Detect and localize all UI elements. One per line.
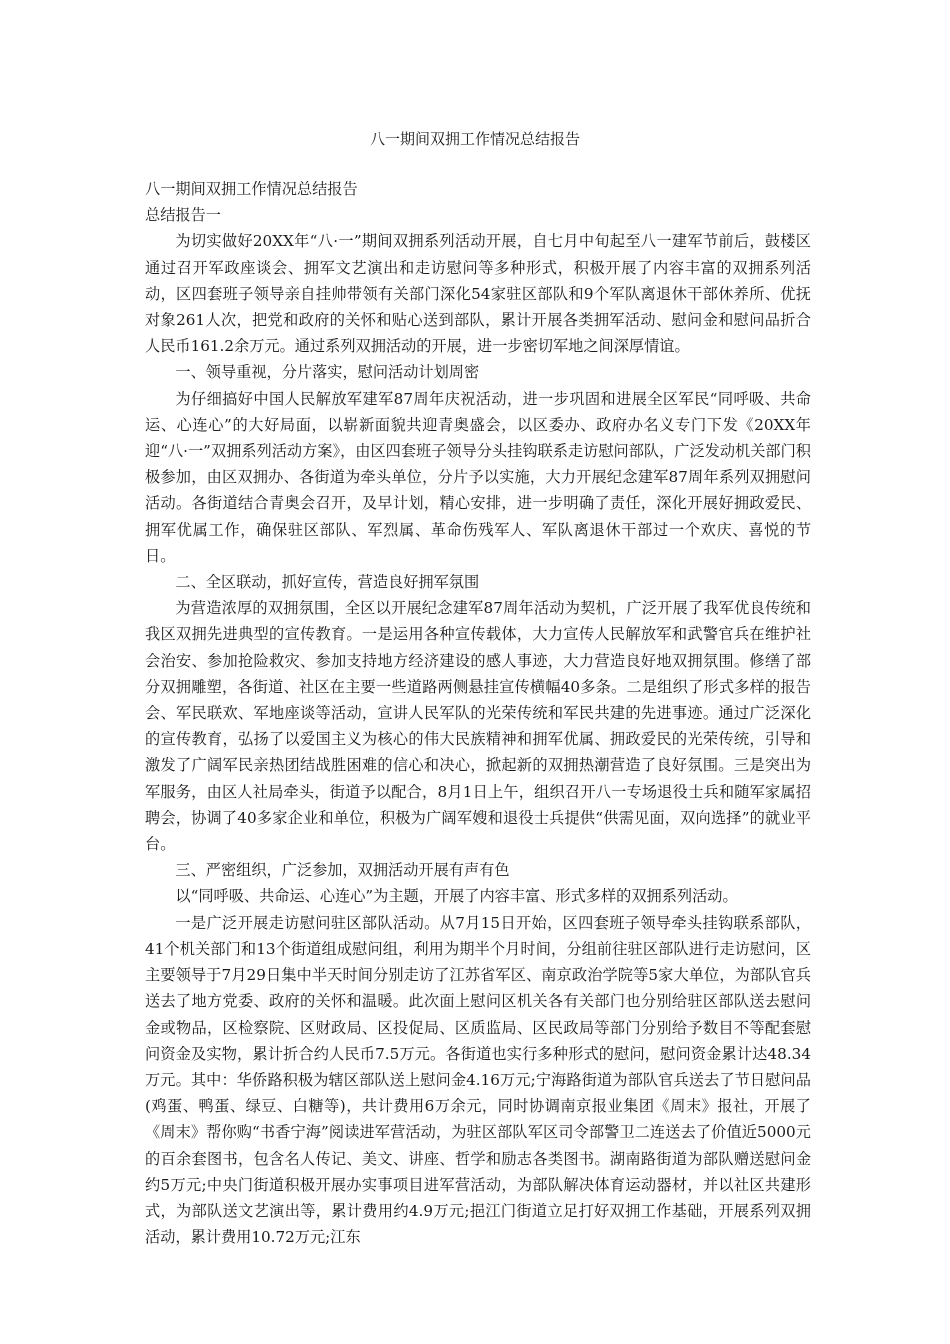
- section-heading-1: 一、领导重视，分片落实，慰问活动计划周密: [175, 363, 480, 382]
- document-title: 八一期间双拥工作情况总结报告: [369, 130, 580, 148]
- section-paragraph-1: 为仔细搞好中国人民解放军建军87周年庆祝活动，进一步巩固和进展全区军民“同呼吸、共命运、心连心”的大好局面，以崭新面貌共迎青奥盛会，以区委办、政府办名义专门下发《20XX年迎“八·一”双拥系列活动方案》，由区四套班子领导分头挂钩联系走访慰问部队，广泛发动机关部门积极参加，由区双拥办、各街道为牵头单位，分片予以实施，大力开展纪念建军87周年系列双拥慰问活动。各街道结合青奥会召开，及早计划，精心安排，进一步明确了责任，深化开展好拥政爱民、拥军优属工作，确保驻区部队、军烈属、革命伤残军人、军队离退休干部过一个欢庆、喜悦的节日。: [145, 389, 811, 565]
- report-subtitle: 总结报告一: [145, 206, 221, 225]
- section-paragraph-2: 为营造浓厚的双拥氛围，全区以开展纪念建军87周年活动为契机，广泛开展了我军优良传统和我区双拥先进典型的宣传教育。一是运用各种宣传载体，大力宣传人民解放军和武警官兵在维护社会治安、参加抢险救灾、参加支持地方经济建设的感人事迹，大力营造良好地双拥氛围。修缮了部分双拥雕塑，各街道、社区在主要一些道路两侧悬挂宣传横幅40多条。二是组织了形式多样的报告会、军民联欢、军地座谈等活动，宣讲人民军队的光荣传统和军民共建的先进事迹。通过广泛深化的宣传教育，弘扬了以爱国主义为核心的伟大民族精神和拥军优属、拥政爱民的光荣传统，引导和激发了广阔军民亲热团结战胜困难的信心和决心，掀起新的双拥热潮营造了良好氛围。三是突出为军服务，由区人社局牵头，街道予以配合，8月1日上午，组织召开八一专场退役士兵和随军家属招聘会，协调了40多家企业和单位，积极为广阔军嫂和退役士兵提供“供需见面，双向选择”的就业平台。: [145, 599, 811, 854]
- intro-paragraph: 为切实做好20XX年“八·一”期间双拥系列活动开展，自七月中旬起至八一建军节前后，鼓楼区通过召开军政座谈会、拥军文艺演出和走访慰问等多种形式，积极开展了内容丰富的双拥系列活动，区四套班子领导亲自挂帅带领有关部门深化54家驻区部队和9个军队离退休干部休养所、优抚对象261人次，把党和政府的关怀和贴心送到部队，累计开展各类拥军活动、慰问金和慰问品折合人民币161.2余万元。通过系列双拥活动的开展，进一步密切军地之间深厚情谊。: [145, 232, 811, 356]
- section-paragraph-4: 一是广泛开展走访慰问驻区部队活动。从7月15日开始，区四套班子领导牵头挂钩联系部队，41个机关部门和13个街道组成慰问组，利用为期半个月时间，分组前往驻区部队进行走访慰问，区主要领导于7月29日集中半天时间分别走访了江苏省军区、南京政治学院等5家大单位，为部队官兵送去了地方党委、政府的关怀和温暖。此次面上慰问区机关各有关部门也分别给驻区部队送去慰问金或物品，区检察院、区财政局、区投促局、区质监局、区民政局等部门分别给予数目不等配套慰问资金及实物，累计折合约人民币7.5万元。各街道也实行多种形式的慰问，慰问资金累计达48.34万元。其中：华侨路积极为辖区部队送上慰问金4.16万元;宁海路街道为部队官兵送去了节日慰问品(鸡蛋、鸭蛋、绿豆、白糖等)，共计费用6万余元，同时协调南京报业集团《周末》报社，开展了《周末》帮你购“书香宁海”阅读进军营活动，为驻区部队军区司令部警卫二连送去了价值近5000元的百余套图书，包含名人传记、美文、讲座、哲学和励志各类图书。湖南路街道为部队赠送慰问金约5万元;中央门街道积极开展办实事项目进军营活动，为部队解决体育运动器材，并以社区共建形式，为部队送文艺演出等，累计费用约4.9万元;挹江门街道立足打好双拥工作基础，开展系列双拥活动，累计费用10.72万元;江东: [145, 913, 811, 1247]
- section-paragraph-3: 以“同呼吸、共命运、心连心”为主题，开展了内容丰富、形式多样的双拥系列活动。: [175, 887, 738, 906]
- document-body: [145, 176, 811, 1250]
- section-heading-2: 二、全区联动，抓好宣传，营造良好拥军氛围: [175, 573, 480, 592]
- section-heading-3: 三、严密组织，广泛参加，双拥活动开展有声有色: [175, 861, 510, 880]
- body-heading: 八一期间双拥工作情况总结报告: [145, 180, 358, 198]
